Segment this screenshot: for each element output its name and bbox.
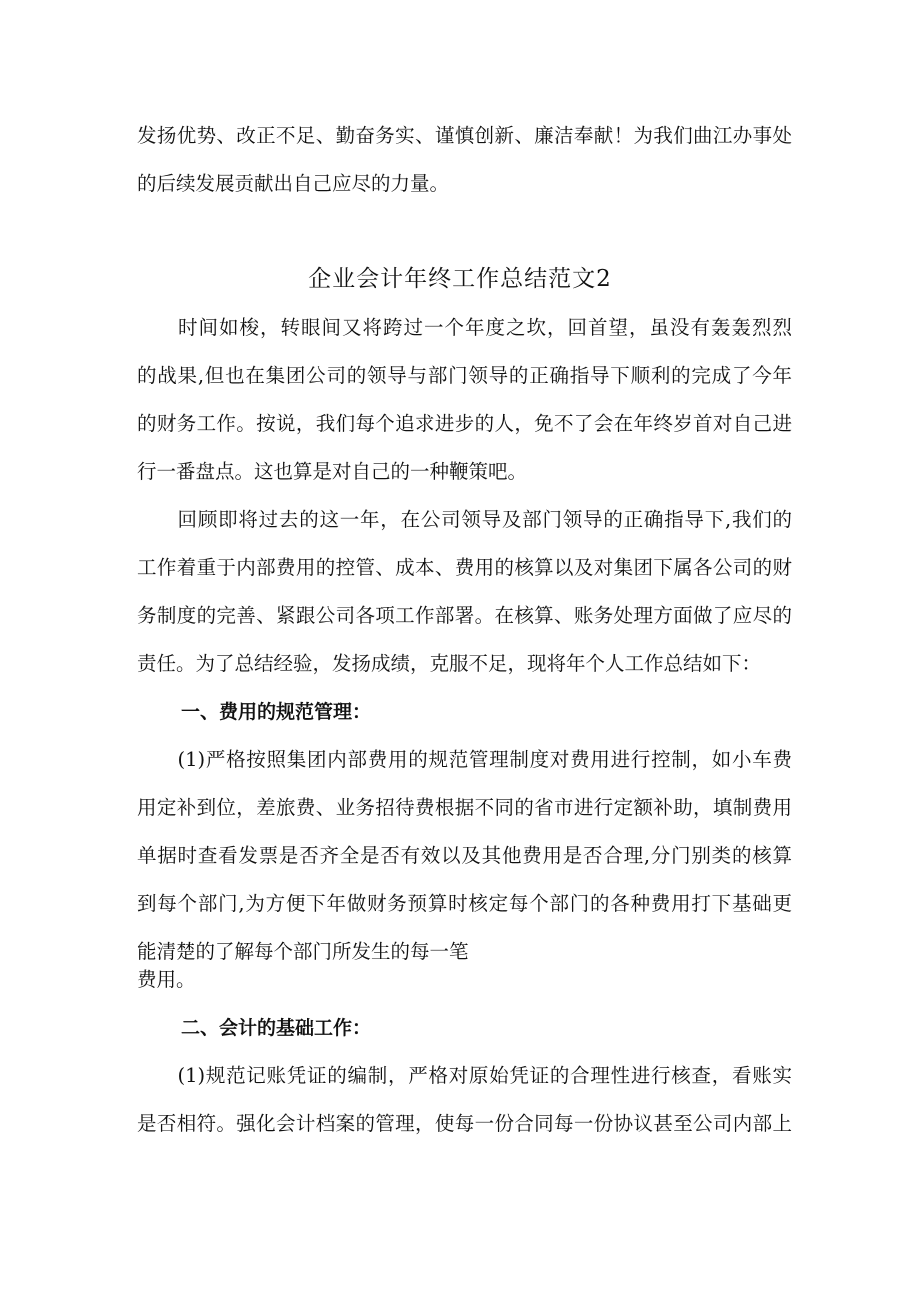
- body-line: 行一番盘点。这也算是对自己的一种鞭策吧。: [137, 460, 528, 483]
- body-line: (1)规范记账凭证的编制，严格对原始凭证的合理性进行核查，看账实: [137, 1064, 792, 1087]
- body-line: 能清楚的了解每个部门所发生的每一笔: [137, 940, 469, 963]
- body-line: 的战果,但也在集团公司的领导与部门领导的正确指导下顺利的完成了今年: [137, 364, 792, 387]
- body-line: 单据时查看发票是否齐全是否有效以及其他费用是否合理,分门别类的核算: [137, 844, 792, 867]
- body-line: 的财务工作。按说，我们每个追求进步的人，免不了会在年终岁首对自己进: [137, 412, 792, 435]
- heading-expense-management: 一、费用的规范管理：: [181, 701, 372, 723]
- body-line: (1)严格按照集团内部费用的规范管理制度对费用进行控制，如小车费: [137, 748, 792, 771]
- intro-line: 的后续发展贡献出自己应尽的力量。: [137, 172, 450, 195]
- body-line: 责任。为了总结经验，发扬成绩，克服不足，现将年个人工作总结如下：: [137, 652, 762, 675]
- body-line: 时间如梭，转眼间又将跨过一个年度之坎，回首望，虽没有轰轰烈烈: [137, 316, 792, 339]
- body-line: 工作着重于内部费用的控管、成本、费用的核算以及对集团下属各公司的财: [137, 556, 792, 579]
- heading-accounting-basics: 二、会计的基础工作：: [181, 1017, 372, 1039]
- body-line: 是否相符。强化会计档案的管理，使每一份合同每一份协议甚至公司内部上: [137, 1112, 792, 1135]
- body-line: 用定补到位，差旅费、业务招待费根据不同的省市进行定额补助，填制费用: [137, 796, 792, 819]
- body-line: 回顾即将过去的这一年，在公司领导及部门领导的正确指导下,我们的: [137, 508, 792, 531]
- body-line: 到每个部门,为方便下年做财务预算时核定每个部门的各种费用打下基础更: [137, 892, 792, 915]
- section-title: 企业会计年终工作总结范文2: [308, 266, 612, 292]
- body-line: 费用。: [137, 968, 196, 991]
- intro-line: 发扬优势、改正不足、勤奋务实、谨慎创新、廉洁奉献！为我们曲江办事处: [137, 124, 792, 147]
- body-line: 务制度的完善、紧跟公司各项工作部署。在核算、账务处理方面做了应尽的: [137, 604, 792, 627]
